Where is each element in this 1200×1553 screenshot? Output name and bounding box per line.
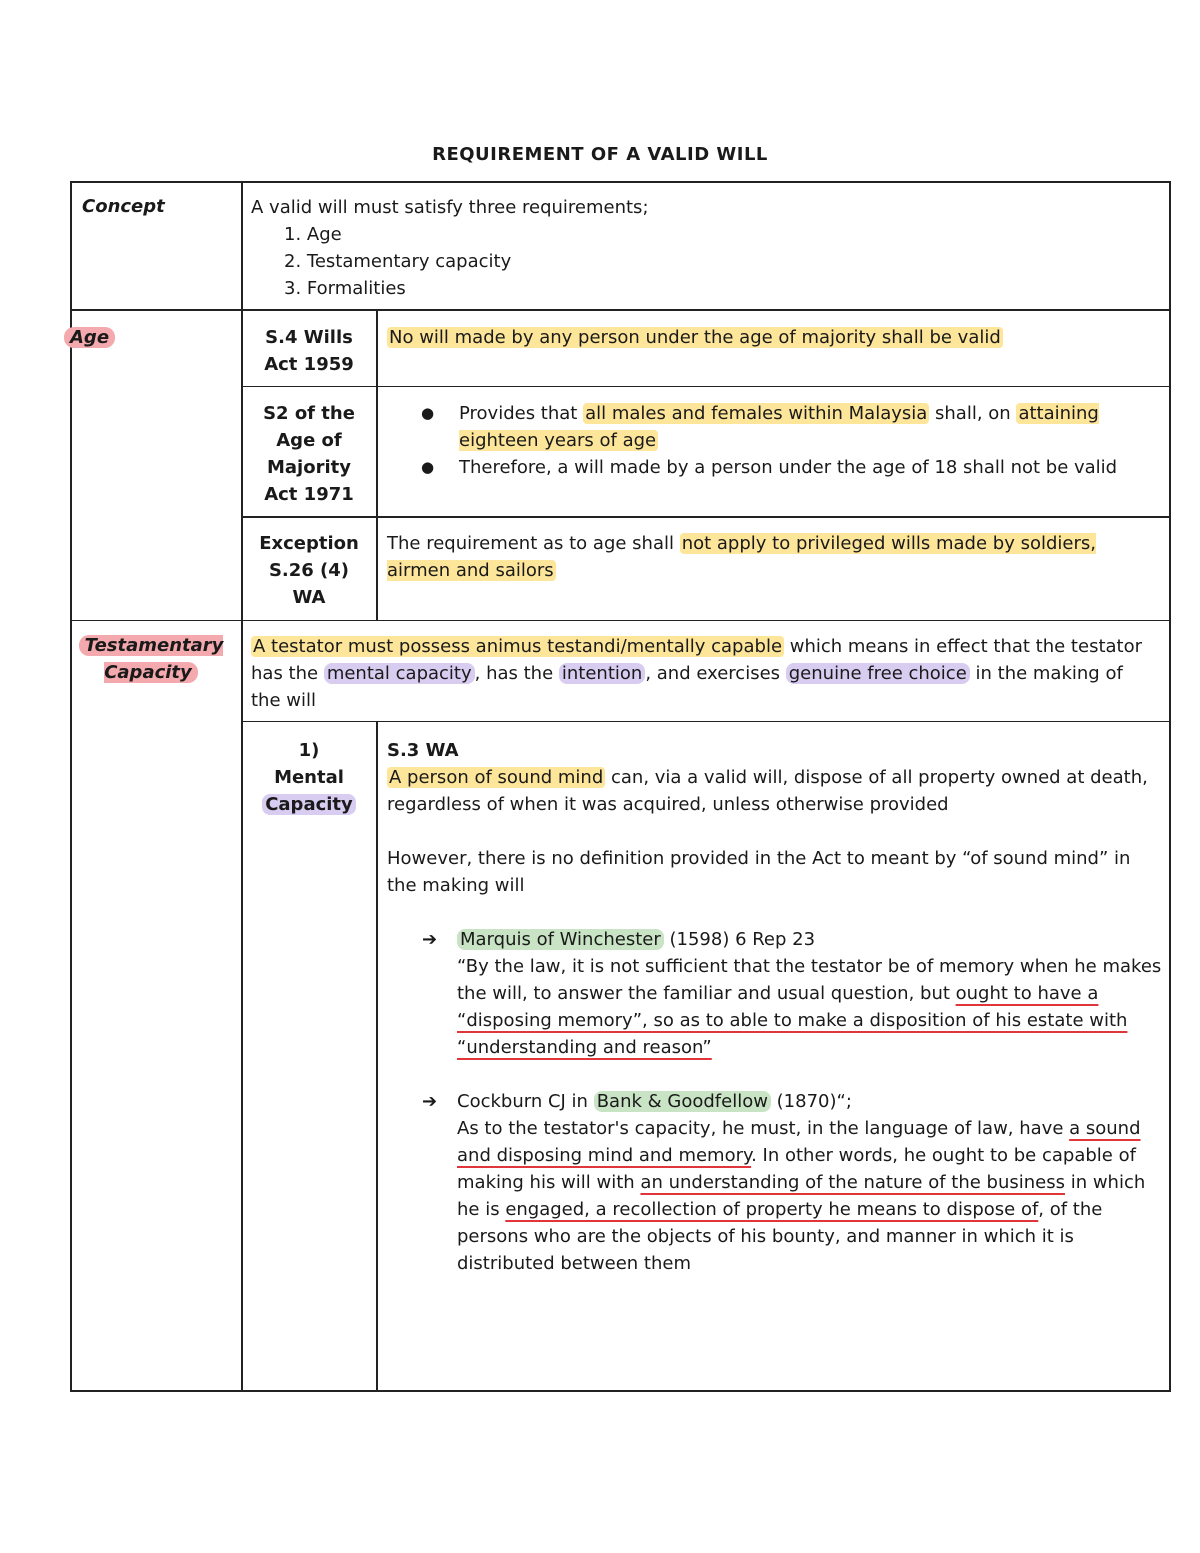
s2-title: S2 of the Age of Majority Act 1971 [263,403,355,505]
requirements-list [251,221,1151,302]
exception-text: The requirement as to age shall not apply to privileged wills made by soldiers, airmen and sailors [387,533,1096,581]
list-item: ● Therefore, a will made by a person under the age of 18 shall not be valid [379,454,1164,481]
s4-title: S.4 Wills Act 1959 [264,327,354,375]
divider [70,620,1171,621]
divider [241,721,1171,722]
divider [70,309,1171,311]
mental-capacity-label: 1) Mental Capacity [244,737,374,818]
divider [241,181,243,1392]
age-label: Age [64,324,115,351]
definition-paragraph: However, there is no definition provided in the Act to meant by “of sound mind” in the making will [387,848,1131,896]
s2-bullets [379,400,1164,481]
concept-content [251,194,1151,302]
case-bank-goodfellow: ➔ Cockburn CJ in Bank & Goodfellow (1870)“; As to the testator's capacity, he must, in the language of law, have a sound and disposing mind and memory. In other words, he ought to be capable of making his will with an understanding of the nature of the business in which he is engaged, a recollection of property he means to dispose of, of the persons who are the objects of his bounty, and manner in which it is distributed between them [387,1088,1162,1277]
concept-label: Concept [82,196,165,217]
list-item: 3. Formalities [284,278,406,299]
arrow-icon: ➔ [422,929,438,950]
list-item: 2. Testamentary capacity [284,251,512,272]
list-item: 1. Age [284,224,342,245]
concept-intro: A valid will must satisfy three requirements; [251,197,649,218]
divider [241,386,1171,387]
s2-content [379,400,1164,481]
s3-paragraph: A person of sound mind can, via a valid will, dispose of all property owned at death, regardless of when it was acquired, unless otherwise provided [387,767,1148,815]
document-title: REQUIREMENT OF A VALID WILL [432,144,768,165]
divider [376,311,378,621]
s4-text: No will made by any person under the age of majority shall be valid [389,327,1001,348]
testamentary-label: Testamentary Capacity [66,632,236,686]
exception-title: Exception S.26 (4) WA [259,533,359,608]
case-marquis: ➔ Marquis of Winchester (1598) 6 Rep 23 “By the law, it is not sufficient that the testator be of memory when he makes the will, to answer the familiar and usual question, but ought to have a “disposing memory”, so as to able to make a disposition of his estate with “understanding and reason” [387,926,1162,1061]
mental-capacity-content [387,737,1162,1277]
section-heading: S.3 WA [387,740,459,761]
divider [241,516,1171,518]
arrow-icon: ➔ [422,1091,438,1112]
list-item: ● Provides that all males and females within Malaysia shall, on attaining eighteen years of age [379,400,1164,454]
testamentary-text: A testator must possess animus testandi/mentally capable which means in effect that the testator has the mental capacity , has the intention , and exercises genuine free choice in the making of the will [251,636,1143,711]
divider [376,722,378,1392]
